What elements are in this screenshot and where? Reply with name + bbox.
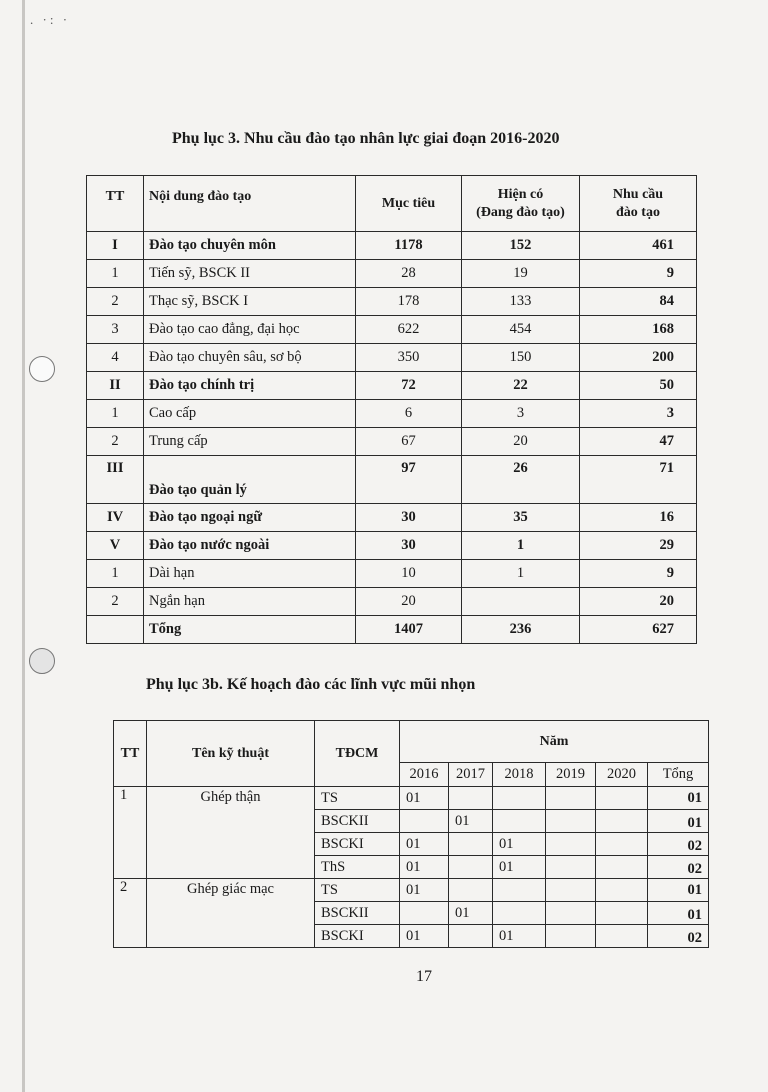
header-need-line1: Nhu cầu bbox=[612, 187, 664, 202]
row-current: 20 bbox=[462, 428, 580, 456]
row-current: 1 bbox=[462, 560, 580, 588]
row-target: 350 bbox=[356, 344, 462, 372]
header-year: 2018 bbox=[493, 763, 546, 787]
row-year-value bbox=[596, 810, 648, 833]
row-need: 84 bbox=[580, 288, 697, 316]
row-need: 71 bbox=[580, 456, 697, 504]
row-tt: 3 bbox=[87, 316, 144, 344]
row-year-value: 01 bbox=[400, 925, 449, 948]
row-year-value: 01 bbox=[400, 856, 449, 879]
row-year-value bbox=[546, 856, 596, 879]
row-content: Trung cấp bbox=[144, 428, 356, 456]
row-need: 16 bbox=[580, 504, 697, 532]
row-content: Đào tạo nước ngoài bbox=[144, 532, 356, 560]
row-need: 168 bbox=[580, 316, 697, 344]
row-target: 30 bbox=[356, 504, 462, 532]
header-current-line2: (Đang đào tạo) bbox=[476, 204, 565, 220]
row-year-value: 01 bbox=[493, 856, 546, 879]
row-level: BSCKI bbox=[315, 925, 400, 948]
group-technique: Ghép thận bbox=[147, 787, 315, 879]
row-tt: 4 bbox=[87, 344, 144, 372]
row-tt: 1 bbox=[87, 260, 144, 288]
row-year-value bbox=[596, 856, 648, 879]
table-row bbox=[87, 560, 697, 588]
row-level: ThS bbox=[315, 856, 400, 879]
row-level: TS bbox=[315, 787, 400, 810]
row-content: Đào tạo cao đẳng, đại học bbox=[144, 316, 356, 344]
header-current bbox=[462, 176, 580, 232]
row-year-value bbox=[546, 833, 596, 856]
page-number: 17 bbox=[416, 968, 432, 985]
row-current: 152 bbox=[462, 232, 580, 260]
row-target: 67 bbox=[356, 428, 462, 456]
header-year: 2017 bbox=[449, 763, 493, 787]
row-current: 1 bbox=[462, 532, 580, 560]
row-year-value bbox=[449, 856, 493, 879]
header-year-group: Năm bbox=[400, 721, 709, 763]
row-year-value: 01 bbox=[400, 833, 449, 856]
row-year-value bbox=[546, 902, 596, 925]
row-need: 3 bbox=[580, 400, 697, 428]
table-row bbox=[87, 316, 697, 344]
row-content: Đào tạo quản lý bbox=[144, 456, 356, 504]
table-body bbox=[87, 232, 697, 644]
spearhead-training-plan-table bbox=[113, 720, 709, 948]
total-current: 236 bbox=[462, 616, 580, 644]
row-target: 622 bbox=[356, 316, 462, 344]
row-need: 9 bbox=[580, 560, 697, 588]
row-total: 02 bbox=[648, 925, 709, 948]
table-row bbox=[87, 532, 697, 560]
table-row bbox=[87, 456, 697, 504]
row-total: 02 bbox=[648, 833, 709, 856]
row-total: 01 bbox=[648, 810, 709, 833]
table-row bbox=[87, 400, 697, 428]
row-year-value bbox=[449, 787, 493, 810]
row-current: 26 bbox=[462, 456, 580, 504]
row-current: 22 bbox=[462, 372, 580, 400]
row-year-value bbox=[546, 787, 596, 810]
row-year-value bbox=[449, 879, 493, 902]
header-year: 2020 bbox=[596, 763, 648, 787]
row-year-value bbox=[596, 787, 648, 810]
row-target: 1178 bbox=[356, 232, 462, 260]
row-need: 20 bbox=[580, 588, 697, 616]
row-total: 01 bbox=[648, 787, 709, 810]
page-edge-line bbox=[22, 0, 25, 1092]
row-content: Thạc sỹ, BSCK I bbox=[144, 288, 356, 316]
row-level: TS bbox=[315, 879, 400, 902]
header-need-line2: đào tạo bbox=[616, 204, 660, 220]
row-tt: II bbox=[87, 372, 144, 400]
row-year-value bbox=[546, 925, 596, 948]
row-content: Đào tạo chuyên môn bbox=[144, 232, 356, 260]
row-year-value bbox=[449, 925, 493, 948]
row-year-value: 01 bbox=[493, 833, 546, 856]
row-target: 30 bbox=[356, 532, 462, 560]
table-body bbox=[114, 787, 709, 948]
row-year-value bbox=[493, 810, 546, 833]
total-target: 1407 bbox=[356, 616, 462, 644]
row-year-value bbox=[596, 833, 648, 856]
row-year-value bbox=[400, 810, 449, 833]
table-row bbox=[87, 232, 697, 260]
row-content: Dài hạn bbox=[144, 560, 356, 588]
row-current: 150 bbox=[462, 344, 580, 372]
header-need bbox=[580, 176, 697, 232]
row-year-value: 01 bbox=[449, 810, 493, 833]
row-year-value bbox=[546, 879, 596, 902]
row-target: 97 bbox=[356, 456, 462, 504]
row-year-value bbox=[596, 902, 648, 925]
row-target: 28 bbox=[356, 260, 462, 288]
row-year-value: 01 bbox=[400, 879, 449, 902]
row-year-value bbox=[493, 902, 546, 925]
row-need: 29 bbox=[580, 532, 697, 560]
row-year-value bbox=[493, 879, 546, 902]
scan-specks: . ·: · bbox=[30, 12, 71, 27]
row-tt: 2 bbox=[87, 588, 144, 616]
row-year-value: 01 bbox=[493, 925, 546, 948]
table-row bbox=[87, 372, 697, 400]
row-year-value bbox=[400, 902, 449, 925]
table-row bbox=[87, 260, 697, 288]
row-target: 10 bbox=[356, 560, 462, 588]
row-tt: I bbox=[87, 232, 144, 260]
row-need: 50 bbox=[580, 372, 697, 400]
row-tt: 2 bbox=[87, 288, 144, 316]
row-tt: 1 bbox=[87, 560, 144, 588]
header-year: 2016 bbox=[400, 763, 449, 787]
row-year-value bbox=[449, 833, 493, 856]
row-content: Tiến sỹ, BSCK II bbox=[144, 260, 356, 288]
row-level: BSCKI bbox=[315, 833, 400, 856]
row-current: 19 bbox=[462, 260, 580, 288]
total-need: 627 bbox=[580, 616, 697, 644]
punch-hole bbox=[29, 648, 55, 674]
row-current bbox=[462, 588, 580, 616]
appendix3b-title: Phụ lục 3b. Kế hoạch đào các lĩnh vực mũi nhọn bbox=[146, 676, 476, 693]
row-content: Đào tạo chính trị bbox=[144, 372, 356, 400]
table-header-row bbox=[114, 721, 709, 763]
row-tt: III bbox=[87, 456, 144, 504]
row-tt: IV bbox=[87, 504, 144, 532]
row-year-value bbox=[596, 879, 648, 902]
table-row bbox=[87, 588, 697, 616]
row-tt: V bbox=[87, 532, 144, 560]
row-target: 178 bbox=[356, 288, 462, 316]
row-target: 72 bbox=[356, 372, 462, 400]
row-content: Đào tạo ngoại ngữ bbox=[144, 504, 356, 532]
training-demand-table bbox=[86, 175, 697, 644]
row-target: 6 bbox=[356, 400, 462, 428]
total-tt bbox=[87, 616, 144, 644]
header-content: Nội dung đào tạo bbox=[144, 176, 356, 232]
group-tt: 2 bbox=[114, 879, 147, 948]
header-total: Tổng bbox=[648, 763, 709, 787]
row-year-value bbox=[596, 925, 648, 948]
table-header-row bbox=[87, 176, 697, 232]
row-year-value: 01 bbox=[449, 902, 493, 925]
table-row bbox=[87, 428, 697, 456]
row-current: 3 bbox=[462, 400, 580, 428]
row-need: 47 bbox=[580, 428, 697, 456]
row-need: 461 bbox=[580, 232, 697, 260]
row-current: 133 bbox=[462, 288, 580, 316]
row-level: BSCKII bbox=[315, 810, 400, 833]
row-total: 01 bbox=[648, 902, 709, 925]
row-current: 35 bbox=[462, 504, 580, 532]
header-current-line1: Hiện có bbox=[497, 187, 544, 202]
row-need: 9 bbox=[580, 260, 697, 288]
row-current: 454 bbox=[462, 316, 580, 344]
header-technique: Tên kỹ thuật bbox=[147, 721, 315, 787]
row-content: Cao cấp bbox=[144, 400, 356, 428]
row-content: Ngắn hạn bbox=[144, 588, 356, 616]
row-total: 02 bbox=[648, 856, 709, 879]
row-total: 01 bbox=[648, 879, 709, 902]
appendix3-title: Phụ lục 3. Nhu cầu đào tạo nhân lực giai đoạn 2016-2020 bbox=[172, 130, 560, 147]
group-technique: Ghép giác mạc bbox=[147, 879, 315, 948]
table-row bbox=[87, 504, 697, 532]
total-label: Tổng bbox=[144, 616, 356, 644]
row-need: 200 bbox=[580, 344, 697, 372]
header-level: TĐCM bbox=[315, 721, 400, 787]
row-target: 20 bbox=[356, 588, 462, 616]
header-tt: TT bbox=[87, 176, 144, 232]
header-year: 2019 bbox=[546, 763, 596, 787]
row-tt: 2 bbox=[87, 428, 144, 456]
table-row bbox=[114, 787, 709, 810]
table-total-row bbox=[87, 616, 697, 644]
row-year-value bbox=[493, 787, 546, 810]
table-row bbox=[114, 879, 709, 902]
table-row bbox=[87, 288, 697, 316]
row-content: Đào tạo chuyên sâu, sơ bộ bbox=[144, 344, 356, 372]
table-row bbox=[87, 344, 697, 372]
row-year-value: 01 bbox=[400, 787, 449, 810]
row-level: BSCKII bbox=[315, 902, 400, 925]
row-tt: 1 bbox=[87, 400, 144, 428]
group-tt: 1 bbox=[114, 787, 147, 879]
header-target: Mục tiêu bbox=[356, 176, 462, 232]
punch-hole bbox=[29, 356, 55, 382]
row-year-value bbox=[546, 810, 596, 833]
header-tt: TT bbox=[114, 721, 147, 787]
